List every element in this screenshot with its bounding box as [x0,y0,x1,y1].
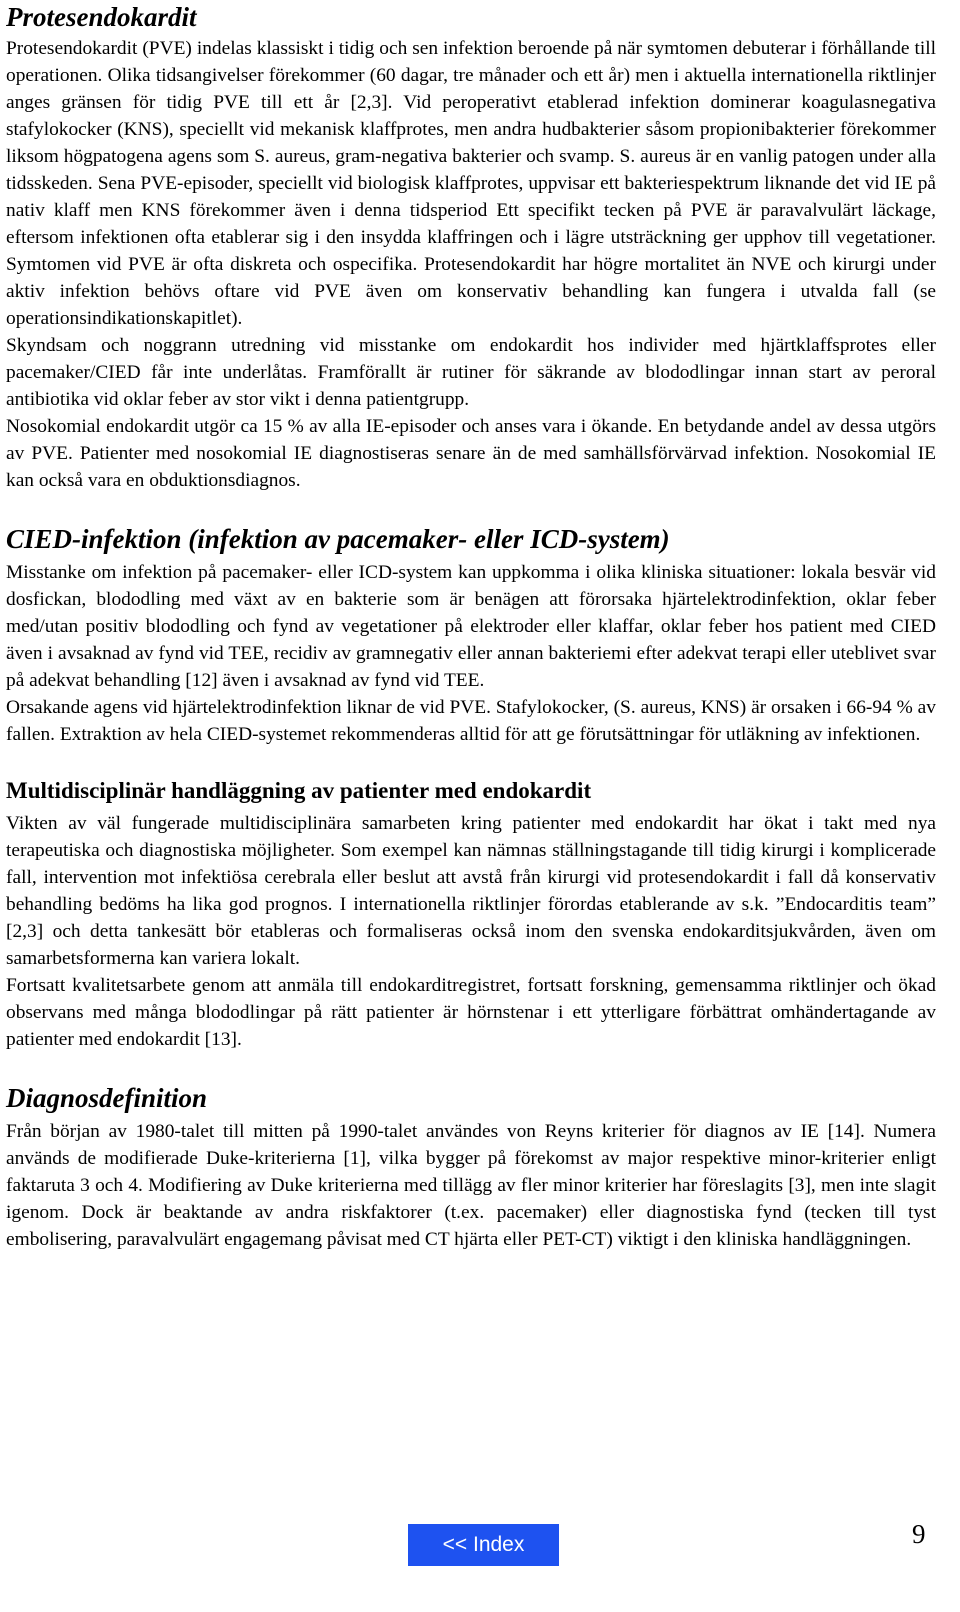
section-title-cied-infektion: CIED-infektion (infektion av pacemaker- eller ICD-system) [6,524,670,554]
section-title-protesendokardit: Protesendokardit [6,2,197,32]
paragraph: Nosokomial endokardit utgör ca 15 % av alla IE-episoder och anses vara i ökande. En betydande andel av dessa utgörs av PVE. Patienter med nosokomial IE diagnostiseras senare än de med samhällsförvärvad infektion. Nosokomial IE kan också vara en obduktionsdiagnos. [6,416,936,491]
page-number: 9 [912,1519,926,1549]
paragraph: Misstanke om infektion på pacemaker- eller ICD-system kan uppkomma i olika kliniska situationer: lokala besvär vid dosfickan, blododling med växt av en bakterie som är benägen att förorsaka hjärtelektrodinfektion, oklar feber med/utan positiv blododling och fynd av vegetationer på elektroder eller klaffar, oklar feber hos patient med CIED även i avsaknad av fynd vid TEE, recidiv av gramnegativ eller annan bakteriemi efter adekvat terapi eller uteblivet svar på adekvat behandling [12] även i avsaknad av fynd vid TEE. [6,562,936,691]
paragraph: Orsakande agens vid hjärtelektrodinfektion liknar de vid PVE. Stafylokocker, (S. aureus, KNS) är orsaken i 66-94 % av fallen. Extraktion av hela CIED-systemet rekommenderas alltid för att ge förutsättningar för utläkning av infektionen. [6,697,936,745]
document-page [6,0,936,1253]
paragraph: Fortsatt kvalitetsarbete genom att anmäla till endokarditregistret, fortsatt forskning, gemensamma riktlinjer och ökad observans med många blododlingar på rätt patienter är hörnstenar i ett ytterligare förbättrat omhändertagande av patienter med endokardit [13]. [6,975,936,1050]
paragraph: Skyndsam och noggrann utredning vid misstanke om endokardit hos individer med hjärtklaffsprotes eller pacemaker/CIED får inte underlåtas. Framförallt är rutiner för säkrande av blododlingar innan start av peroral antibiotika vid oklar feber av stor vikt i denna patientgrupp. [6,335,936,410]
section-title-multidisciplinar: Multidisciplinär handläggning av patienter med endokardit [6,778,592,803]
paragraph: Från början av 1980-talet till mitten på 1990-talet användes von Reyns kriterier för diagnos av IE [14]. Numera används de modifierade Duke-kriterierna [1], vilka bygger på förekomst av major respektive minor-kriterier enligt faktaruta 3 och 4. Modifiering av Duke kriterierna med tillägg av fler minor kriterier har föreslagits [3], men inte slagit igenom. Dock är beaktande av andra riskfaktorer (t.ex. pacemaker) eller diagnostiska fynd (tecken till tyst embolisering, paravalvulärt engagemang påvisat med CT hjärta eller PET-CT) viktigt i den kliniska handläggningen. [6,1121,936,1250]
section-title-diagnosdefinition: Diagnosdefinition [6,1083,208,1113]
index-link-button[interactable]: << Index [408,1524,559,1566]
paragraph: Vikten av väl fungerade multidisciplinära samarbeten kring patienter med endokardit har ökat i takt med nya terapeutiska och diagnostiska möjligheter. Som exempel kan nämnas ställningstagande till tidig kirurgi i komplicerade fall, intervention mot infektiösa cerebrala eller beslut att avstå från kirurgi vid protesendokardit i fall då konservativ behandling bedöms ha lika god prognos. I internationella riktlinjer förordas etablerande av s.k. ”Endocarditis team” [2,3] och detta tankesätt bör etableras och formaliseras också inom den svenska endokarditsjukvården, även om samarbetsformerna kan variera lokalt. [6,813,936,969]
paragraph: Protesendokardit (PVE) indelas klassiskt i tidig och sen infektion beroende på när symtomen debuterar i förhållande till operationen. Olika tidsangivelser förekommer (60 dagar, tre månader och ett år) men i aktuella internationella riktlinjer anges gränsen för tidig PVE till ett år [2,3]. Vid peroperativt etablerad infektion dominerar koagulasnegativa stafylokocker (KNS), speciellt vid mekanisk klaffprotes, men andra hudbakterier såsom propionibakterier förekommer liksom högpatogena agens som S. aureus, gram-negativa bakterier och svamp. S. aureus är en vanlig patogen under alla tidsskeden. Sena PVE-episoder, speciellt vid biologisk klaffprotes, uppvisar ett bakteriespektrum liknande det vid IE på nativ klaff men KNS förekommer även i denna tidsperiod Ett specifikt tecken på PVE är paravalvulärt läckage, eftersom infektionen ofta etablerar sig i den insydda klaffringen och i lägre utsträckning ger upphov till vegetationer. Symtomen vid PVE är ofta diskreta och ospecifika. Protesendokardit har högre mortalitet än NVE och kirurgi under aktiv infektion behövs oftare vid PVE även om konservativ behandling kan fungera i utvalda fall (se operationsindikationskapitlet). [6,38,936,329]
